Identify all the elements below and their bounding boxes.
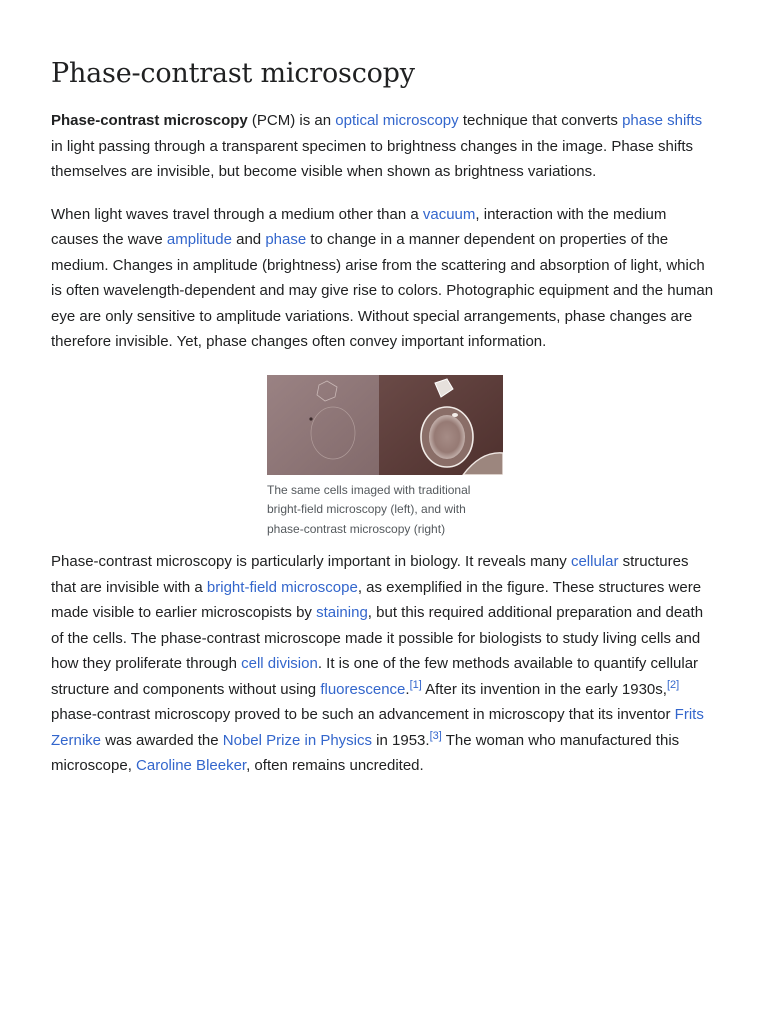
link-nobel-prize-physics[interactable]: Nobel Prize in Physics xyxy=(222,731,373,749)
link-bright-field-microscope[interactable]: bright-field microscope xyxy=(206,578,358,596)
reference-2[interactable]: [2] xyxy=(666,678,680,691)
link-cellular[interactable]: cellular xyxy=(570,553,619,570)
text-span: . It is one of the few methods available to quantify cellular structure and components without using xyxy=(51,655,699,698)
text-span: in light passing through a transparent specimen to brightness changes in the image. Phase shifts themselves are invisible, but become visible when shown as brightness variations. xyxy=(51,137,694,180)
text-span: technique that converts xyxy=(458,112,623,129)
link-staining[interactable]: staining xyxy=(316,604,368,621)
link-cell-division[interactable]: cell division xyxy=(241,655,318,672)
text-span: to change in a manner dependent on properties of the medium. Changes in amplitude (brightness) arise from the scattering and absorption of light, which is often wavelength-dependent and may give rise to colors. Photographic equipment and the human eye are only sensitive to amplitude variations. Without special arrangements, phase changes are therefore invisible. Yet, phase changes often convey important information. xyxy=(51,231,714,350)
text-span: structures that are invisible with a xyxy=(51,553,689,596)
text-span: and xyxy=(231,231,266,248)
link-phase[interactable]: phase xyxy=(265,231,307,248)
text-span: After its invention in the early 1930s, xyxy=(421,680,667,698)
text-span: . xyxy=(405,680,410,698)
link-caroline-bleeker[interactable]: Caroline Bleeker xyxy=(136,757,247,774)
text-span: , but this required additional preparation and death of the cells. The phase-contrast microscope made it possible for biologists to study living cells and how they proliferate through xyxy=(51,604,704,672)
article xyxy=(51,0,717,779)
text-span: , interaction with the medium causes the wave xyxy=(51,205,667,248)
text-span: , often remains uncredited. xyxy=(246,757,424,774)
text-span: phase-contrast microscopy proved to be such an advancement in microscopy that its inventor xyxy=(51,706,675,723)
text-span: (PCM) is an xyxy=(247,112,336,129)
link-optical-microscopy[interactable]: optical microscopy xyxy=(335,112,459,129)
text-span: was awarded the xyxy=(101,731,223,749)
figure xyxy=(267,375,503,540)
figure-caption: The same cells imaged with traditional bright-field microscopy (left), and with phase-contrast microscopy (right) xyxy=(267,482,471,536)
text-span: , as exemplified in the figure. These structures were made visible to earlier microscopists by xyxy=(51,578,702,621)
text-span: The woman who manufactured this microscope, xyxy=(51,731,680,774)
intro-paragraph xyxy=(51,108,717,185)
link-frits-zernike[interactable]: Frits Zernike xyxy=(51,706,704,749)
microscopy-comparison-image[interactable] xyxy=(267,375,503,475)
bold-term: Phase-contrast microscopy xyxy=(51,112,248,129)
text-span: in 1953. xyxy=(372,731,430,749)
link-phase-shifts[interactable]: phase shifts xyxy=(622,112,703,129)
reference-3[interactable]: [3] xyxy=(429,729,442,742)
page-title: Phase-contrast microscopy xyxy=(51,58,415,89)
light-waves-paragraph xyxy=(51,202,717,355)
text-span: When light waves travel through a medium other than a xyxy=(51,205,423,223)
link-amplitude[interactable]: amplitude xyxy=(166,231,232,248)
text-span: Phase-contrast microscopy is particularly important in biology. It reveals many xyxy=(51,553,571,570)
biology-paragraph xyxy=(51,549,717,779)
link-vacuum[interactable]: vacuum xyxy=(422,205,476,223)
reference-1[interactable]: [1] xyxy=(409,678,422,691)
link-fluorescence[interactable]: fluorescence xyxy=(320,680,406,698)
